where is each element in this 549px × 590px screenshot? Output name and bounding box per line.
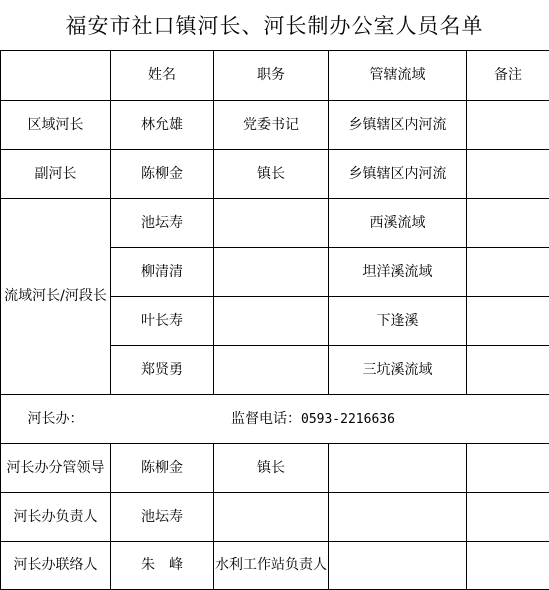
position-cell: 镇长: [214, 150, 329, 199]
remark-cell: [467, 248, 549, 297]
area-cell: 下逢溪: [329, 297, 467, 346]
remark-cell: [467, 150, 549, 199]
position-cell: [214, 346, 329, 395]
area-cell: [329, 444, 467, 493]
position-cell: [214, 297, 329, 346]
position-cell: [214, 493, 329, 542]
table-row: [1, 199, 549, 248]
area-cell: 三坑溪流域: [329, 346, 467, 395]
position-cell: 镇长: [214, 444, 329, 493]
remark-cell: [467, 346, 549, 395]
header-name: 姓名: [111, 51, 214, 101]
header-area: 管辖流域: [329, 51, 467, 101]
position-cell: [214, 248, 329, 297]
header-remark: 备注: [467, 51, 549, 101]
table-row: [1, 444, 549, 493]
role-cell: 河长办联络人: [1, 542, 111, 590]
position-cell: [214, 199, 329, 248]
name-cell: 池坛寿: [111, 493, 214, 542]
position-cell: 党委书记: [214, 101, 329, 150]
name-cell: 郑贤勇: [111, 346, 214, 395]
area-cell: 乡镇辖区内河流: [329, 101, 467, 150]
name-cell: 林允雄: [111, 101, 214, 150]
area-cell: [329, 493, 467, 542]
table-row: [1, 542, 549, 590]
header-cell-empty: [1, 51, 111, 101]
remark-cell: [467, 297, 549, 346]
roster-table: [0, 50, 549, 590]
area-cell: 坦洋溪流域: [329, 248, 467, 297]
role-cell: 河长办分管领导: [1, 444, 111, 493]
table-row: [1, 101, 549, 150]
remark-cell: [467, 101, 549, 150]
remark-cell: [467, 199, 549, 248]
hotline-number: 0593-2216636: [301, 412, 395, 427]
header-row: [1, 51, 549, 101]
name-cell: 池坛寿: [111, 199, 214, 248]
name-cell: 柳清清: [111, 248, 214, 297]
name-cell: 朱 峰: [111, 542, 214, 590]
name-cell: 陈柳金: [111, 444, 214, 493]
header-position: 职务: [214, 51, 329, 101]
office-label: 河长办：: [1, 395, 111, 444]
remark-cell: [467, 444, 549, 493]
page-title: 福安市社口镇河长、河长制办公室人员名单: [0, 0, 549, 50]
table-row: [1, 493, 549, 542]
position-cell: 水利工作站负责人: [214, 542, 329, 590]
hotline-label: 监督电话：: [231, 411, 301, 427]
basin-role-cell: 流域河长/河段长: [1, 199, 111, 395]
name-cell: 陈柳金: [111, 150, 214, 199]
role-cell: 河长办负责人: [1, 493, 111, 542]
role-cell: 副河长: [1, 150, 111, 199]
table-row: [1, 150, 549, 199]
area-cell: 西溪流域: [329, 199, 467, 248]
area-cell: [329, 542, 467, 590]
remark-cell: [467, 493, 549, 542]
role-cell: 区域河长: [1, 101, 111, 150]
area-cell: 乡镇辖区内河流: [329, 150, 467, 199]
name-cell: 叶长寿: [111, 297, 214, 346]
office-row: [1, 395, 549, 444]
remark-cell: [467, 542, 549, 590]
hotline-cell: [111, 395, 549, 444]
